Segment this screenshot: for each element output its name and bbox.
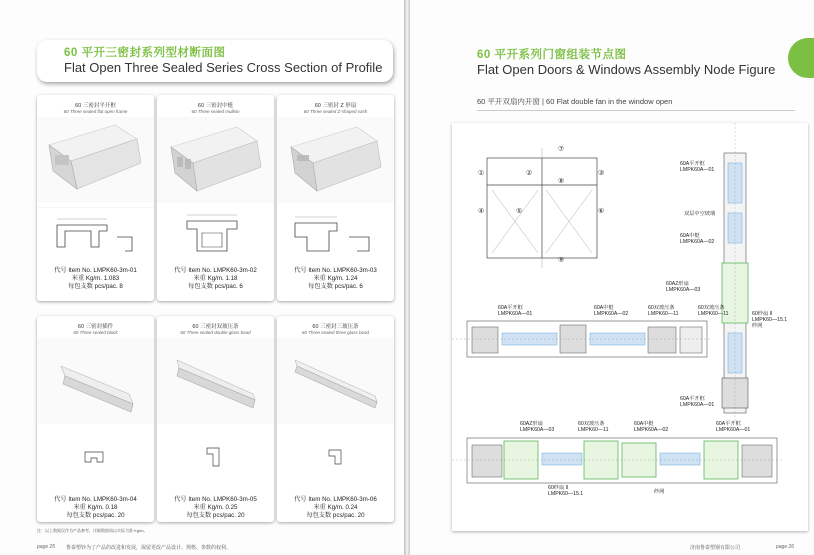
profile-drawing [157,207,274,262]
item-code: 代号 Item No. LMPK60-3m-03 [294,267,377,274]
card-info [277,496,394,520]
right-page-number: page 26 [776,544,795,550]
label-mullion-mid: 60A中梃 LMPK60A—02 [594,305,629,317]
label-glass: 双层中空玻璃 [684,211,716,217]
label-z-sash: 60AZ形扇 LMPK60A—03 [666,281,701,293]
card-title-cn: 60 三密封中梃 [197,103,234,109]
left-footer-text: 鲁泰塑钞为了产品的改进和发展，保留更改产品设计、规格、参数的权利。 [66,545,232,551]
subtitle-divider [477,110,795,111]
card-title-cn: 60 三密封双玻压条 [192,324,239,330]
node-number: ⑤ [516,208,523,215]
profile-photo [277,117,394,203]
item-pcs: 每包支数 pcs/pac. 20 [186,512,245,519]
card-title-en: 60 Three sealed Z-shaped sash [303,109,368,114]
node-number: ⑧ [558,178,565,185]
card-info [157,267,274,291]
card-title-en: 60 Three sealed double glass bead [180,330,251,335]
card-title-cn: 60 三密封 Z 形扇 [314,103,357,109]
item-code: 代号 Item No. LMPK60-3m-04 [54,496,137,503]
right-title-en: Flat Open Doors & Windows Assembly Node Figure [477,62,776,77]
label-bead-a: 60双玻压条 LMPK60—11 [648,305,679,317]
left-title-en: Flat Open Three Sealed Series Cross Section of Profile [64,60,383,75]
item-weight: 米重 Kg/m. 1.24 [313,275,358,282]
profile-photo [157,117,274,203]
page-gutter [404,0,410,555]
label-mesh: 纱网 [654,489,665,495]
label-screen-bottom: 60纱扇 II LMPK60—15.1 [548,485,584,497]
item-pcs: 每包支数 pcs/pac. 20 [66,512,125,519]
item-pcs: 每包支数 pcs/pac. 6 [188,283,243,290]
node-number: ③ [598,170,605,177]
vertical-section [722,123,748,423]
profile-card-double-bead [157,316,274,522]
label-z-sash-bottom: 60AZ形扇 LMPK60A—03 [520,421,555,433]
label-screen-sash: 60纱扇 II LMPK60—15.1 纱网 [752,311,788,329]
profile-photo [37,117,154,203]
horizontal-section-bottom [452,438,782,483]
item-pcs: 每包支数 pcs/pac. 6 [308,283,363,290]
item-pcs: 每包支数 pcs/pac. 8 [68,283,123,290]
horizontal-section-top [452,321,712,357]
assembly-node-panel [452,123,808,531]
item-weight: 米重 Kg/m. 0.24 [313,504,358,511]
label-bead-b: 60双玻压条 LMPK60—11 [698,305,729,317]
profile-drawing [37,207,154,262]
profile-photo [157,338,274,424]
label-frame-top: 60A平开框 LMPK60A—01 [680,161,715,173]
item-pcs: 每包支数 pcs/pac. 20 [306,512,365,519]
node-number: ⑨ [558,257,565,264]
label-frame-bottom: 60A平开框 LMPK60A—01 [680,396,715,408]
card-info [157,496,274,520]
card-title-cn: 60 三密封插件 [77,324,114,330]
label-mullion-bottom: 60A中梃 LMPK60A—02 [634,421,669,433]
left-footnote: 注：以上数据仅作为产品参考，详细数据请以实际为准 Kg/m。 [37,528,148,533]
profile-card-z-sash [277,95,394,301]
node-number: ④ [478,208,485,215]
node-number: ⑥ [598,208,605,215]
profile-card-block [37,316,154,522]
node-number: ② [526,170,533,177]
profile-card-three-bead [277,316,394,522]
item-weight: 米重 Kg/m. 0.25 [193,504,238,511]
item-weight: 米重 Kg/m. 1.083 [71,275,120,282]
card-title-en: 60 Three sealed three glass bead [301,330,370,335]
left-title-cn: 60 平开三密封系列型材断面图 [64,47,226,59]
left-page-number: page 25 [37,544,56,550]
node-number: ① [478,170,485,177]
label-frame-bottom-right: 60A平开框 LMPK60A—01 [716,421,751,433]
profile-drawing [277,207,394,262]
card-title-cn: 60 三密封平开框 [75,103,116,109]
profile-drawing [37,428,154,483]
card-info [277,267,394,291]
profile-drawing [157,428,274,483]
card-title-cn: 60 三密封三玻压条 [312,324,359,330]
item-weight: 米重 Kg/m. 1.18 [193,275,238,282]
profile-photo [37,338,154,424]
right-subtitle: 60 平开双扇内开窗 | 60 Flat double fan in the window open [477,97,673,106]
card-title-en: 60 Three sealed mullion [191,109,240,114]
right-title-cn: 60 平开系列门窗组装节点图 [477,49,627,61]
right-footer-company: 济南鲁泰塑钢有限公司 [690,545,741,551]
item-code: 代号 Item No. LMPK60-3m-01 [54,267,137,274]
card-title-en: 60 Three sealed block [73,330,118,335]
item-code: 代号 Item No. LMPK60-3m-02 [174,267,257,274]
profile-card-frame [37,95,154,301]
profile-card-mullion [157,95,274,301]
item-code: 代号 Item No. LMPK60-3m-06 [294,496,377,503]
node-number: ⑦ [558,146,565,153]
item-weight: 米重 Kg/m. 0.18 [73,504,118,511]
item-code: 代号 Item No. LMPK60-3m-05 [174,496,257,503]
card-info [37,267,154,291]
card-info [37,496,154,520]
profile-photo [277,338,394,424]
label-frame-left: 60A平开框 LMPK60A—01 [498,305,533,317]
label-mullion: 60A中梃 LMPK60A—02 [680,233,715,245]
label-bead-bottom: 60双玻压条 LMPK60—11 [578,421,609,433]
card-title-en: 60 Three sealed flat open frame [63,109,128,114]
profile-drawing [277,428,394,483]
